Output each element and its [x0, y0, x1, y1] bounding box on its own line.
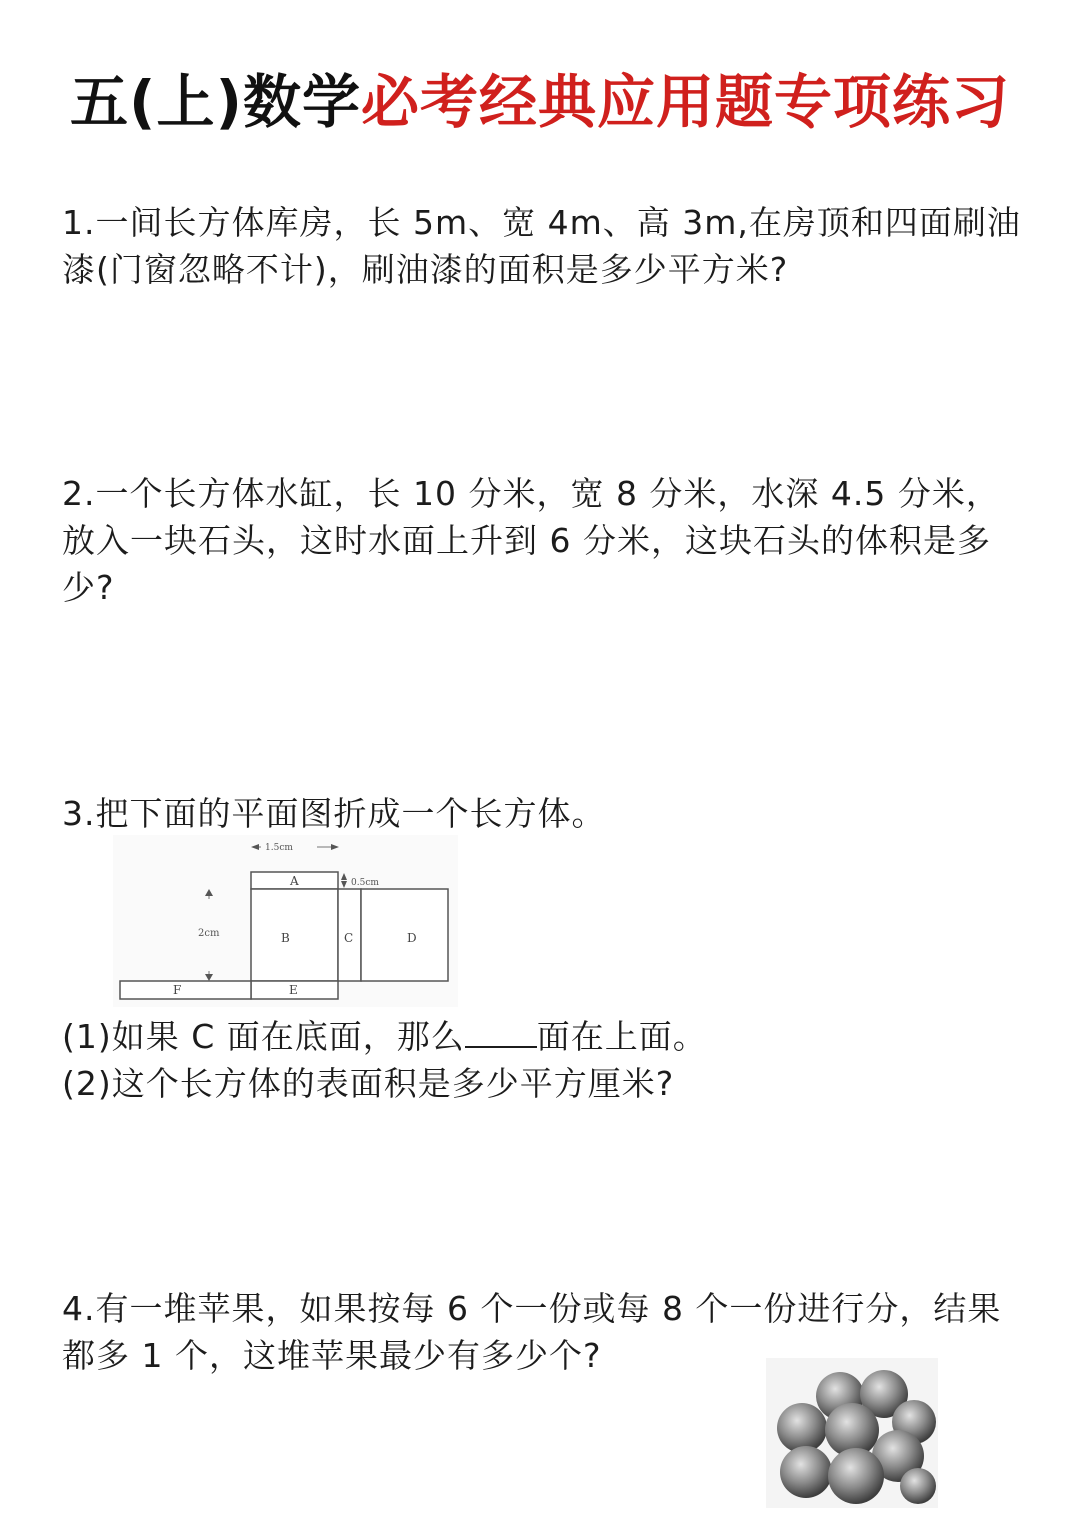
question-1: 1.一间长方体库房，长 5m、宽 4m、高 3m,在房顶和四面刷油漆(门窗忽略不计)，刷油漆的面积是多少平方米?: [62, 203, 1021, 289]
apple-pile-image: [766, 1358, 938, 1508]
face-f: [120, 981, 251, 999]
question-3: 3.把下面的平面图折成一个长方体。: [62, 794, 606, 833]
question-4: 4.有一堆苹果，如果按每 6 个一份或每 8 个一份进行分，结果都多 1 个，这堆苹果最少有多少个?: [62, 1289, 1002, 1375]
face-label-f: F: [173, 983, 182, 997]
dim-height-label: 2cm: [198, 928, 220, 939]
question-2: 2.一个长方体水缸，长 10 分米，宽 8 分米，水深 4.5 分米，放入一块石头，这时水面上升到 6 分米，这块石头的体积是多少?: [62, 474, 1000, 607]
question-3-part-1-tail: 面在上面。: [536, 1017, 707, 1056]
title-topic: 必考经典应用题专项练习: [361, 68, 1011, 136]
face-d: [361, 889, 448, 981]
cuboid-net-diagram: [113, 835, 458, 1007]
answer-blank[interactable]: [465, 1016, 537, 1048]
question-3-part-1: [62, 1013, 1022, 1060]
dim-depth-label: 0.5cm: [351, 878, 379, 888]
question-3-part-1-text: (1)如果 C 面在底面，那么: [62, 1017, 465, 1056]
face-label-a: A: [290, 874, 299, 888]
face-label-d: D: [407, 931, 417, 945]
face-label-c: C: [344, 931, 354, 945]
face-label-b: B: [281, 931, 290, 945]
question-3-part-2: (2)这个长方体的表面积是多少平方厘米?: [62, 1064, 675, 1103]
face-label-e: E: [289, 983, 298, 997]
dim-width-label: 1.5cm: [265, 843, 293, 853]
face-b: [251, 889, 338, 981]
page-title: [0, 62, 1080, 142]
title-subject: 五(上)数学: [69, 68, 361, 136]
